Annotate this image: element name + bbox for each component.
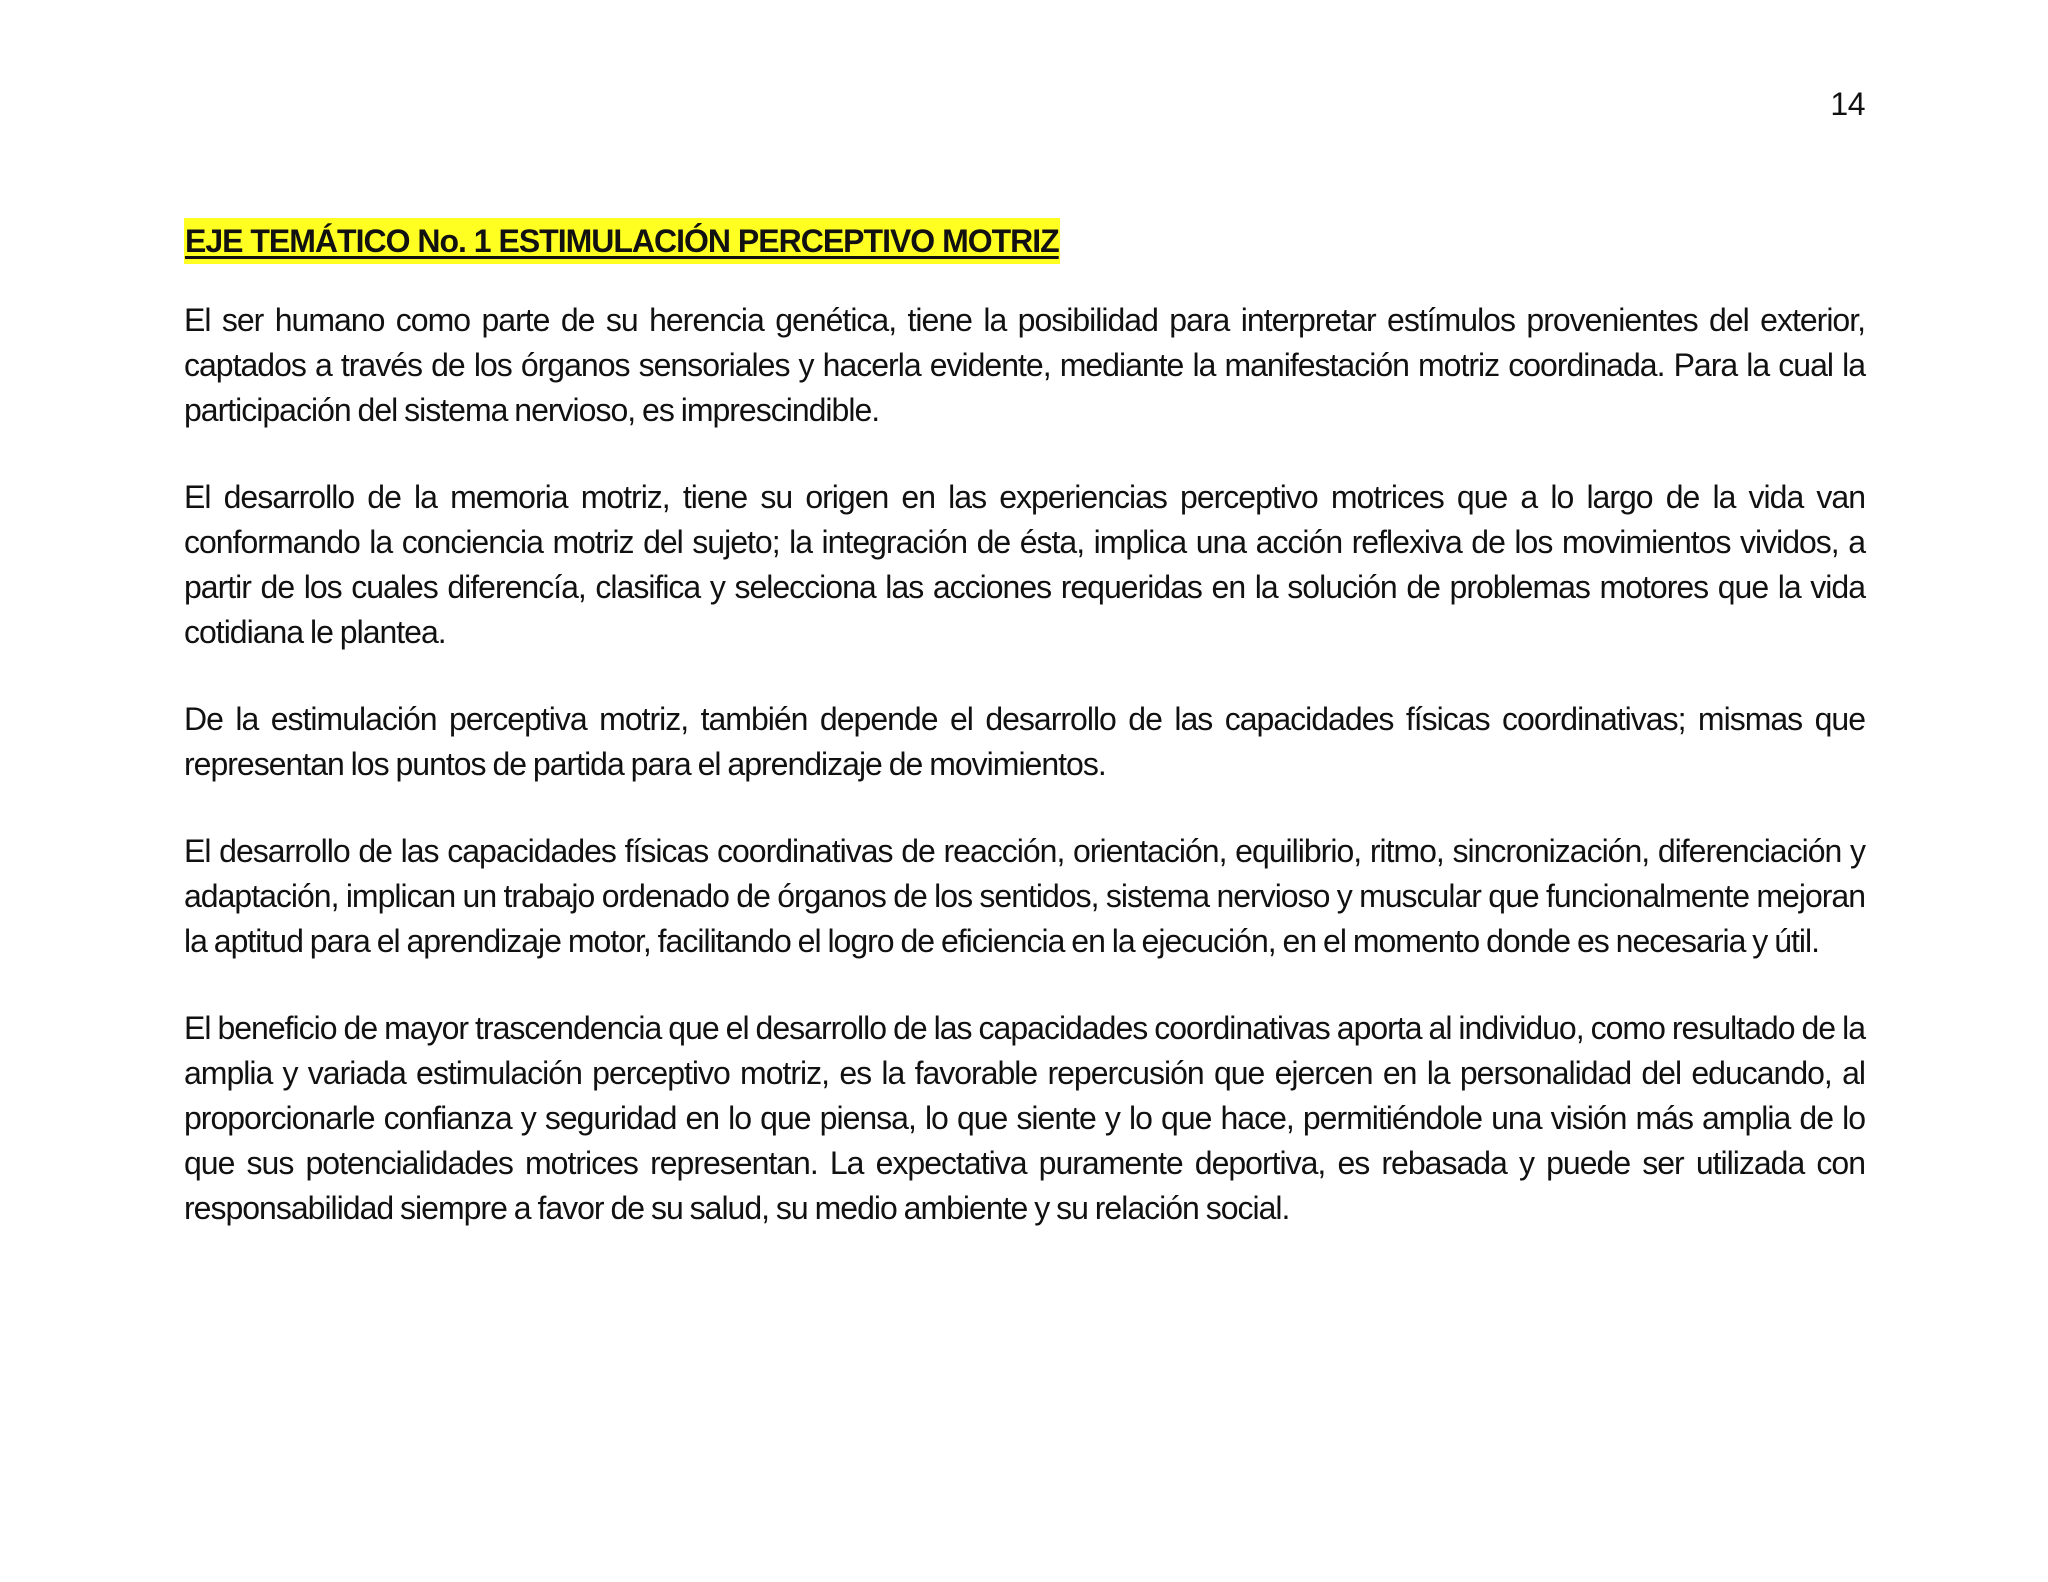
- paragraph-1: El ser humano como parte de su herencia genética, tiene la posibilidad para interpretar estímulos provenientes del exterior, captados a través de los órganos sensoriales y hacerla evidente, mediante la manifestación motriz coordinada. Para la cual la participación del sistema nervioso, es imprescindible.: [184, 302, 1865, 428]
- paragraph-4: El desarrollo de las capacidades físicas coordinativas de reacción, orientación, equilibrio, ritmo, sincronización, diferenciación y adaptación, implican un trabajo ordenado de órganos de los sentidos, sistema nervioso y muscular que funcionalmente mejoran la aptitud para el aprendizaje motor, facilitando el logro de eficiencia en la ejecución, en el momento donde es necesaria y útil.: [184, 833, 1865, 959]
- paragraph-3: De la estimulación perceptiva motriz, también depende el desarrollo de las capacidades físicas coordinativas; mismas que representan los puntos de partida para el aprendizaje de movimientos.: [184, 701, 1865, 782]
- paragraph-2: El desarrollo de la memoria motriz, tiene su origen en las experiencias perceptivo motrices que a lo largo de la vida van conformando la conciencia motriz del sujeto; la integración de ésta, implica una acción reflexiva de los movimientos vividos, a partir de los cuales diferencía, clasifica y selecciona las acciones requeridas en la solución de problemas motores que la vida cotidiana le plantea.: [184, 479, 1865, 650]
- document-body: [184, 218, 1865, 1273]
- page-number: 14: [1830, 86, 1865, 122]
- section-heading: EJE TEMÁTICO No. 1 ESTIMULACIÓN PERCEPTIVO MOTRIZ: [184, 218, 1060, 264]
- paragraph-5: El beneficio de mayor trascendencia que el desarrollo de las capacidades coordinativas aporta al individuo, como resultado de la amplia y variada estimulación perceptivo motriz, es la favorable repercusión que ejercen en la personalidad del educando, al proporcionarle confianza y seguridad en lo que piensa, lo que siente y lo que hace, permitiéndole una visión más amplia de lo que sus potencialidades motrices representan. La expectativa puramente deportiva, es rebasada y puede ser utilizada con responsabilidad siempre a favor de su salud, su medio ambiente y su relación social.: [184, 1010, 1865, 1226]
